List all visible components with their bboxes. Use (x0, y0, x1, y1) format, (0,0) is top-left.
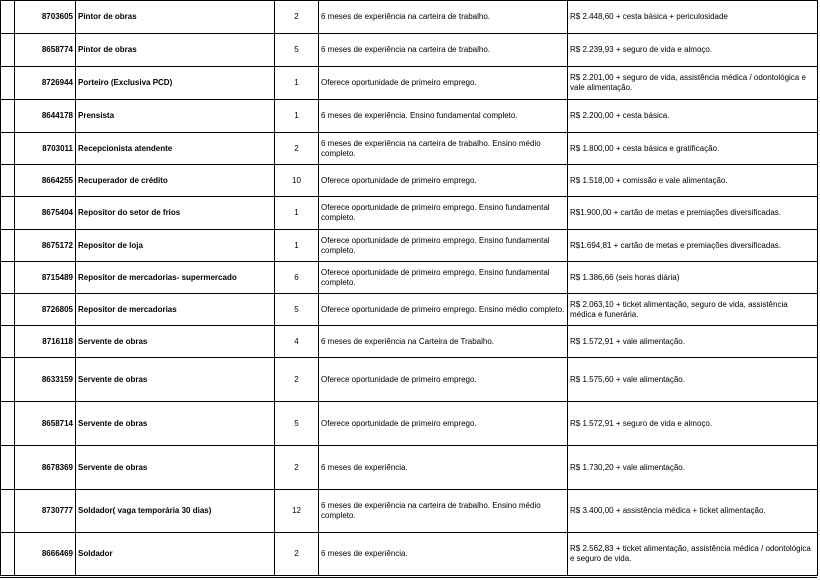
table-row (1, 294, 818, 326)
vacancy-code: 8716118 (15, 326, 76, 358)
vacancy-count: 2 (275, 1, 319, 34)
job-salary: R$ 2.201,00 + seguro de vida, assistência médica / odontológica e vale alimentação. (568, 67, 818, 100)
job-salary: R$1.694,81 + cartão de metas e premiações diversificadas. (568, 230, 818, 262)
vacancy-count: 5 (275, 294, 319, 326)
table-row (1, 490, 818, 533)
table-row (1, 446, 818, 490)
job-requirements: 6 meses de experiência na carteira de trabalho. (319, 34, 568, 67)
job-salary: R$ 2.239,93 + seguro de vida e almoço. (568, 34, 818, 67)
job-salary: R$ 1.386,66 (seis horas diária) (568, 262, 818, 294)
vacancy-code: 8715489 (15, 262, 76, 294)
job-salary: R$ 1.800,00 + cesta básica e gratificação. (568, 133, 818, 165)
job-requirements: 6 meses de experiência na Carteira de Trabalho. (319, 326, 568, 358)
job-title: Servente de obras (76, 326, 275, 358)
job-title: Repositor do setor de frios (76, 197, 275, 230)
job-salary: R$ 1.572,91 + seguro de vida e almoço. (568, 402, 818, 446)
vacancy-code: 8675172 (15, 230, 76, 262)
job-title: Recuperador de crédito (76, 165, 275, 197)
row-blank-cell (1, 230, 15, 262)
row-blank-cell (1, 402, 15, 446)
job-requirements: Oferece oportunidade de primeiro emprego. Ensino fundamental completo. (319, 230, 568, 262)
job-salary: R$ 2.562,83 + ticket alimentação, assistência médica / odontológica e seguro de vida. (568, 533, 818, 576)
row-blank-cell (1, 262, 15, 294)
vacancy-code: 8678369 (15, 446, 76, 490)
job-salary: R$ 3.400,00 + assistência médica + ticket alimentação. (568, 490, 818, 533)
row-blank-cell (1, 165, 15, 197)
table-bottom-border (0, 577, 817, 578)
job-requirements: 6 meses de experiência. Ensino fundamental completo. (319, 100, 568, 133)
job-title: Servente de obras (76, 358, 275, 402)
job-requirements: Oferece oportunidade de primeiro emprego. (319, 67, 568, 100)
row-blank-cell (1, 1, 15, 34)
job-requirements: 6 meses de experiência na carteira de trabalho. Ensino médio completo. (319, 490, 568, 533)
vacancy-count: 5 (275, 402, 319, 446)
row-blank-cell (1, 197, 15, 230)
job-requirements: Oferece oportunidade de primeiro emprego. (319, 358, 568, 402)
table-row (1, 165, 818, 197)
job-title: Soldador( vaga temporária 30 dias) (76, 490, 275, 533)
table-row (1, 262, 818, 294)
job-title: Prensista (76, 100, 275, 133)
vacancy-code: 8658714 (15, 402, 76, 446)
job-salary: R$ 1.572,91 + vale alimentação. (568, 326, 818, 358)
vacancy-count: 4 (275, 326, 319, 358)
table-row (1, 533, 818, 576)
job-salary: R$ 2.448,60 + cesta básica + periculosidade (568, 1, 818, 34)
vacancy-count: 6 (275, 262, 319, 294)
job-title: Porteiro (Exclusiva PCD) (76, 67, 275, 100)
vacancy-count: 2 (275, 446, 319, 490)
job-title: Servente de obras (76, 446, 275, 490)
vacancy-count: 2 (275, 133, 319, 165)
row-blank-cell (1, 67, 15, 100)
row-blank-cell (1, 100, 15, 133)
table-row (1, 230, 818, 262)
job-title: Recepcionista atendente (76, 133, 275, 165)
job-requirements: 6 meses de experiência na carteira de trabalho. (319, 1, 568, 34)
table-body (1, 1, 818, 576)
vacancy-code: 8703605 (15, 1, 76, 34)
job-requirements: 6 meses de experiência. (319, 533, 568, 576)
vacancy-code: 8666469 (15, 533, 76, 576)
table-row (1, 326, 818, 358)
table-row (1, 402, 818, 446)
job-title: Repositor de mercadorias (76, 294, 275, 326)
job-title: Servente de obras (76, 402, 275, 446)
vacancy-code: 8730777 (15, 490, 76, 533)
vacancy-count: 1 (275, 67, 319, 100)
table-row (1, 34, 818, 67)
job-title: Repositor de loja (76, 230, 275, 262)
job-title: Repositor de mercadorias- supermercado (76, 262, 275, 294)
job-salary: R$ 1.518,00 + comissão e vale alimentação. (568, 165, 818, 197)
table-row (1, 1, 818, 34)
job-requirements: Oferece oportunidade de primeiro emprego. Ensino fundamental completo. (319, 197, 568, 230)
row-blank-cell (1, 533, 15, 576)
vacancy-code: 8664255 (15, 165, 76, 197)
job-requirements: Oferece oportunidade de primeiro emprego. Ensino médio completo. (319, 294, 568, 326)
row-blank-cell (1, 34, 15, 67)
row-blank-cell (1, 358, 15, 402)
job-salary: R$ 2.200,00 + cesta básica. (568, 100, 818, 133)
vacancy-code: 8644178 (15, 100, 76, 133)
job-requirements: Oferece oportunidade de primeiro emprego. (319, 402, 568, 446)
vacancy-code: 8726944 (15, 67, 76, 100)
row-blank-cell (1, 490, 15, 533)
table-row (1, 133, 818, 165)
job-title: Pintor de obras (76, 34, 275, 67)
vacancy-count: 2 (275, 533, 319, 576)
vacancy-code: 8658774 (15, 34, 76, 67)
job-requirements: 6 meses de experiência na carteira de trabalho. Ensino médio completo. (319, 133, 568, 165)
job-title: Pintor de obras (76, 1, 275, 34)
table-row (1, 67, 818, 100)
job-requirements: Oferece oportunidade de primeiro emprego. Ensino fundamental completo. (319, 262, 568, 294)
job-salary: R$ 1.575,60 + vale alimentação. (568, 358, 818, 402)
table-row (1, 358, 818, 402)
vacancy-code: 8726805 (15, 294, 76, 326)
job-requirements: Oferece oportunidade de primeiro emprego. (319, 165, 568, 197)
row-blank-cell (1, 294, 15, 326)
vacancy-count: 10 (275, 165, 319, 197)
job-salary: R$ 1.730,20 + vale alimentação. (568, 446, 818, 490)
vacancy-code: 8633159 (15, 358, 76, 402)
table-row (1, 100, 818, 133)
row-blank-cell (1, 446, 15, 490)
vacancy-code: 8675404 (15, 197, 76, 230)
job-salary: R$1.900,00 + cartão de metas e premiações diversificadas. (568, 197, 818, 230)
vacancy-count: 5 (275, 34, 319, 67)
vacancy-code: 8703011 (15, 133, 76, 165)
job-requirements: 6 meses de experiência. (319, 446, 568, 490)
row-blank-cell (1, 326, 15, 358)
job-salary: R$ 2.063,10 + ticket alimentação, seguro de vida, assistência médica e funerária. (568, 294, 818, 326)
row-blank-cell (1, 133, 15, 165)
vacancy-count: 1 (275, 100, 319, 133)
vacancy-count: 2 (275, 358, 319, 402)
table-row (1, 197, 818, 230)
vacancy-count: 12 (275, 490, 319, 533)
vacancy-count: 1 (275, 230, 319, 262)
job-title: Soldador (76, 533, 275, 576)
vacancy-count: 1 (275, 197, 319, 230)
